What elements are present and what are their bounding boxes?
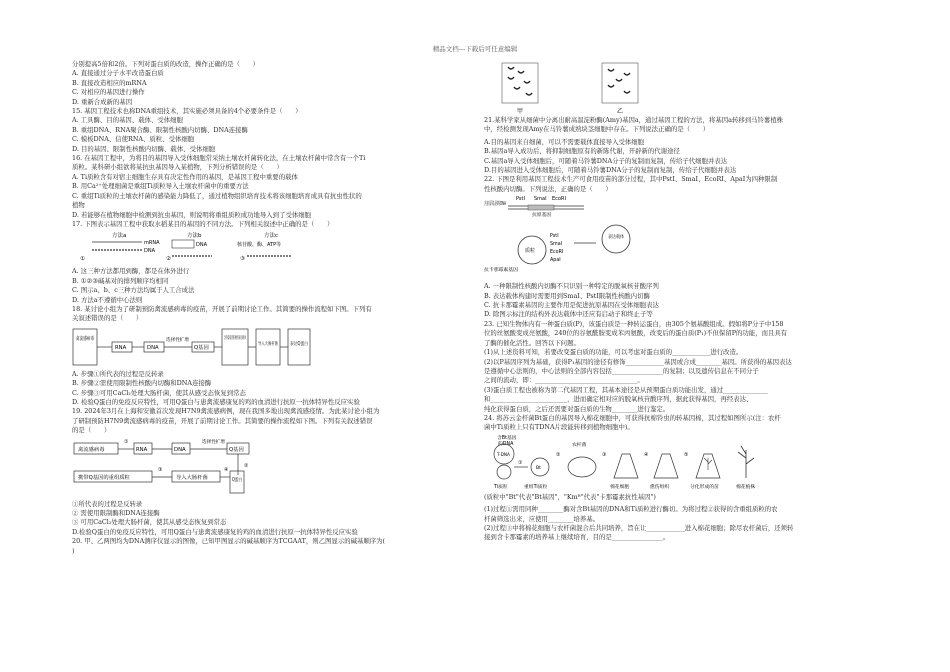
fig24-s4: ④ <box>644 451 649 458</box>
text-line: C.基因a导入受体细胞后，可随着马铃薯DNA分子的复制而复制，传给子代细胞并表达 <box>484 156 728 165</box>
fig18-dna: DNA <box>147 344 159 351</box>
fig17-step2: ② <box>166 256 171 263</box>
left-column <box>72 60 474 556</box>
text-line: A. 一种限制性核酸内切酶不只识别一种特定的脱氧核苷酸序列 <box>484 282 659 291</box>
text-line: C. 模板DNA、信使RNA、质粒、受体细胞 <box>72 135 195 144</box>
text-line: ①所代表的过程是反转录 <box>72 499 143 508</box>
fig17-method-a: 方法a <box>112 233 127 240</box>
fig18-ecoli: 导入大肠杆菌 <box>258 341 287 347</box>
text-line: D. 目的基因、限制性核酸内切酶、载体、受体细胞 <box>72 144 216 153</box>
left-text-block-top <box>72 60 474 229</box>
text-line: 23. 已知生物体内有一种蛋白质(P)，该蛋白质是一种转运蛋白，由305个氨基酸组成。假如将P分子中158 <box>484 319 784 328</box>
text-line: (1)过程①需用同种________酶对含Bt基因的DNA和Ti质粒进行酶切。为将过程②获得的含重组质粒的农 <box>484 505 778 514</box>
text-line: 了研制预防H7N9禽流感病毒的疫苗，开展了前期讨论工作。其简要的操作流程如下图。下列有关叙述错误 <box>72 416 373 425</box>
text-line: 18. 某讨论小组为了研制预防禽流感病毒的疫苗，开展了前期讨论工作。其简要的操作流程如下图。下列有 <box>72 304 372 313</box>
text-line: (1)从上述资料可知，若要改变蛋白质的功能，可以考虑对蛋白质的____________进行改造。 <box>484 348 743 357</box>
fig17-reagents: 核苷酸、酶、ATP等 <box>237 242 282 249</box>
fig18-recombinant: 含有Q基因的重组表达载体 <box>224 335 279 341</box>
text-line: 中，经检测发现Amy在马铃薯成熟块茎细胞中存在。下列说法正确的是（ ） <box>484 125 710 134</box>
fig19-amp: 选择性扩增 <box>202 439 225 445</box>
text-line: 16. 在基因工程中，为将目的基因导入受体细胞常采纳土壤农杆菌转化法，在土壤农杆菌中常含有一个Ti <box>72 154 366 163</box>
right-text-block-d <box>484 505 886 543</box>
figure-24-transgenic-cotton <box>484 434 804 492</box>
text-line: ) <box>72 546 75 555</box>
fig22-pst-plasmid: PstⅠ <box>550 234 559 240</box>
text-line: 关叙述错误的是（ ） <box>72 314 143 323</box>
text-line: D. 方法a不遵循中心法则 <box>72 295 143 304</box>
text-line: A. 工具酶、目的基因、载体、受体细胞 <box>72 116 183 125</box>
text-line: D. 除图示标注的结构外表达载体中还应有启动子和终止子等 <box>484 310 653 319</box>
text-line: ② 需使用限制酶和DNA连接酶 <box>72 509 160 517</box>
text-line: 19. 2024年3月在上海和安徽首次发现H7N9禽流感病例，现在我国多地出现禽流感疫情。为此某讨论小组为 <box>72 407 380 416</box>
fig24-c1b: 的DNA <box>498 441 514 447</box>
text-line: 17. 下图表示基因工程中获取水稻某目的基因的不同方法。下列相关叙述中正确的是（ ） <box>72 219 334 228</box>
text-line: 的是（ ） <box>72 426 111 435</box>
figure-17-gene-methods <box>72 230 322 266</box>
fig22-apa: ApaⅠ <box>550 258 561 264</box>
text-line: A. 步骤①所代表的过程是反转录 <box>72 369 164 378</box>
text-line: ③ 可用CaCl₂处理大肠杆菌，使其从感受态恢复到常态 <box>72 518 227 527</box>
fig22-sma-top: SmaⅠ <box>534 196 547 203</box>
text-line: 21.某科学家从细菌中分离出耐高温淀粉酶(Amy)基因a，通过基因工程的方法，将基因a转移到马铃薯植株 <box>484 116 784 124</box>
fig19-step1: ① <box>124 438 129 445</box>
text-line: 质粒。某科研小组欲将某抗虫基因导入某植物，下列分析错误的是（ ） <box>72 163 283 172</box>
fig19-q-gene: Q基因 <box>229 446 244 453</box>
fig24-cotton2: 棉花植株 <box>736 484 756 490</box>
text-line: A. Ti质粒含有对宿主细胞生存具有决定性作用的基因，是基因工程中重要的载体 <box>72 172 298 181</box>
fig17-step3: ③ <box>240 256 245 263</box>
fig24-c2: 农杆菌 <box>572 442 587 448</box>
text-line: 了酶的催化活性。回答以下问题。 <box>484 338 580 347</box>
text-line: A. 这三种方法都用到酶，都是在体外进行 <box>72 267 190 276</box>
text-line: 纯化获得蛋白质，之后还需要对蛋白质的生物________进行鉴定。 <box>484 404 670 413</box>
text-line: B. 重组DNA、RNA聚合酶、限制性核酸内切酶、DNA连接酶 <box>72 125 248 134</box>
text-line: 植物 <box>72 201 85 210</box>
fig19-step2: ② <box>244 462 249 469</box>
fig22-pst-top: PstⅠ <box>516 196 525 203</box>
fig18-rna: RNA <box>115 344 127 351</box>
fig17-mrna: mRNA <box>144 240 160 247</box>
text-line: A. 直接通过分子水平改造蛋白质 <box>72 69 164 78</box>
text-line: 杆菌筛选出来，应使用________培养基。 <box>484 514 600 523</box>
fig24-callus: 愈伤组织 <box>650 484 670 490</box>
text-line: D.检验Q蛋白的免疫反应特性，可用Q蛋白与患禽流感康复的鸡的血清进行抗原一抗体特异性反应实验 <box>72 527 358 536</box>
figure-20-gel-images <box>484 61 684 115</box>
fig24-seedling: 分化形成的苗 <box>690 484 719 490</box>
text-line: C. 步骤③可用CaCl₂处理大肠杆菌，使其从感受态恢复到常态 <box>72 388 246 397</box>
fig18-q-gene: Q基因 <box>194 344 209 351</box>
gel-jia-label: 甲 <box>517 108 524 115</box>
text-line: (2)过程③中将棉花细胞与农杆菌混合后共同培养，旨在让____________进入棉花细胞；除尽农杆菌后，还须转 <box>484 523 794 532</box>
text-line: 22. 下图是利用基因工程技术生产可食用疫苗的部分过程，其中PstⅠ、SmaⅠ、EcoRⅠ、ApaⅠ为四种限制 <box>484 175 778 184</box>
text-line: B. 步骤②需使用限制性核酸内切酶和DNA连接酶 <box>72 379 212 388</box>
fig24-s5: ⑤ <box>684 451 689 458</box>
text-line: D. 若能够在植物细胞中检测到抗虫基因，则说明将重组质粒成功地导入到了受体细胞 <box>72 210 312 219</box>
fig24-note: (质粒中"Bt"代表"Bt基因"，"Kmᴿ"代表"卡那霉素抗性基因") <box>484 492 656 501</box>
fig22-sma-plasmid: SmaⅠ <box>550 242 563 248</box>
fig19-rna: RNA <box>136 446 148 453</box>
right-text-block-b <box>484 138 886 194</box>
fig22-dna-label: 含抗原基因的DNA <box>484 201 526 208</box>
fig18-express: 表达Q蛋白 <box>290 341 313 347</box>
text-line: 性核酸内切酶。下列说法，正确的是（ ） <box>484 184 612 193</box>
left-text-block-bottom2 <box>72 500 474 556</box>
fig19-virus: 禽流感病毒 <box>78 446 105 453</box>
text-line: A.目的基因来自细菌，可以不需要载体直接导入受体细胞 <box>484 137 645 146</box>
fig18-virus: 禽流感病毒 <box>76 335 103 342</box>
fig17-step1: ① <box>80 256 85 263</box>
fig22-plasmid: 质粒 <box>525 248 536 255</box>
text-line: (3)蛋白质工程也被称为第二代基因工程，其基本途径是从预期蛋白质功能出发，通过______________ <box>484 385 768 394</box>
fig17-dna: DNA <box>144 248 156 255</box>
fig22-kan: 抗卡那霉素基因 <box>484 268 518 274</box>
right-text-block-a <box>484 116 886 135</box>
fig24-s3: ③ <box>602 451 607 458</box>
gel-yi-label: 乙 <box>617 108 624 115</box>
text-line: 分别提高5倍和2倍。下列对蛋白质的改造，操作正确的是（ ） <box>72 60 260 68</box>
fig19-q-protein: Q蛋白 <box>232 477 246 483</box>
fig17-dna-b: DNA <box>196 242 208 249</box>
fig24-recomb: 重组Ti质粒 <box>524 484 548 490</box>
fig19-dna: DNA <box>174 446 186 453</box>
fig19-step4: ④ <box>224 466 229 473</box>
fig24-tdna: T-DNA <box>497 451 510 457</box>
text-line: 菌中Ti质粒上只有TDNA片段能转移到植物细胞中)。 <box>484 423 634 432</box>
fig24-cotton: 棉花细胞 <box>610 484 630 490</box>
text-line: 20. 甲、乙两图均为DNA测序仪显示的图像，已知甲图显示的碱基顺序为TCGAAT，则乙图显示的碱基顺序为( <box>72 537 386 546</box>
text-line: B. ①②③碱基对的排列顺序均相同 <box>72 276 169 285</box>
fig24-s2: ② <box>556 451 561 458</box>
text-line: C. 抗卡那霉素基因的主要作用是促进抗原基因在受体细胞表达 <box>484 301 659 310</box>
fig17-method-c: 方法c <box>264 233 279 240</box>
text-line: 是遵循中心法则的，中心法则的全部内容包括________________的复制；以及遗传信息在不同分子 <box>484 366 759 375</box>
text-line: B. 用Ca²⁺处理细菌是重组Ti质粒导入土壤农杆菌中的重要方法 <box>72 182 249 191</box>
text-line: 接到含卡那霉素的培养基上继续培育，目的是________________。 <box>484 533 670 542</box>
text-line: 位的丝氨酸变成亮氨酸，240位的谷氨酰胺变成苯丙氨酸，改变后的蛋白质(P₁)不但保留P的功能，而且具有 <box>484 329 788 338</box>
fig22-ecor-top: EcoRⅠ <box>552 196 566 203</box>
text-line: 和________________________，进而确定相对应的脱氧核苷酸序列，据此获得基因，再经表达、 <box>484 395 753 404</box>
fig19-ecoli: 导入大肠杆菌 <box>176 474 208 481</box>
text-line: 15. 基因工程技术也称DNA重组技术，其实施必须具备的4个必要条件是（ ） <box>72 107 302 116</box>
text-line: B.基因a导入成功后，将抑制细胞原有的新陈代谢，开辟新的代谢途径 <box>484 147 680 156</box>
page-header: 精品文档---下载后可任意编辑 <box>432 45 518 53</box>
fig18-amp: 选择性扩增 <box>166 337 189 343</box>
fig19-carrier: 携带Q基因的重组质粒 <box>78 474 130 481</box>
text-line: 24. 将苏云金杆菌Bt蛋白的基因导入棉花细胞中，可获得抗棉铃虫的转基因棉，其过程如图所示(注：农杆 <box>484 413 781 422</box>
text-line: C. 重组Ti质粒的土壤农杆菌的感染能力降低了，通过植物组织培育技术将该细胞培育成具有抗虫性状的 <box>72 191 362 200</box>
fig22-ecor-plasmid: EcoRⅠ <box>550 250 564 256</box>
text-line: C. 图示a、b、c三种方法均属于人工合成法 <box>72 286 195 295</box>
text-line: B. 直接改造相应的mRNA <box>72 78 147 87</box>
fig24-bt: Bt <box>536 465 541 471</box>
text-line: C. 对相应的基因进行操作 <box>72 88 145 97</box>
left-text-block-bottom1 <box>72 370 474 436</box>
left-text-block-mid <box>72 267 474 323</box>
fig22-carrier: 表达载体 <box>608 235 628 241</box>
right-text-block-c <box>484 282 886 433</box>
right-column <box>484 60 886 543</box>
text-line: 之间的流动，即：________________________________。 <box>484 376 644 385</box>
text-line: D.目的基因进入受体细胞后，可随着马铃薯DNA分子的复制而复制，传给子代细胞并表达 <box>484 166 737 175</box>
figure-22-vaccine-vector <box>484 195 704 281</box>
text-line: D. 检验Q蛋白的免疫反应特性，可用Q蛋白与患禽流感康复的鸡的血清进行抗原一抗体特异性反应实验 <box>72 397 360 406</box>
fig24-c1a: 含Bt基因 <box>497 435 517 441</box>
fig19-step3: ③ <box>158 466 163 473</box>
text-line: B. 表达载体构建时需要用到SmaⅠ、PstⅠ限制性核酸内切酶 <box>484 291 650 300</box>
figure-18-flowchart <box>72 325 322 369</box>
fig24-ti: Ti质粒 <box>494 484 508 490</box>
text-line: D. 重新合成新的基因 <box>72 97 133 106</box>
figure-19-flowchart <box>72 437 332 499</box>
fig24-s1: ① <box>518 459 523 466</box>
fig22-antigen: 抗原基因 <box>532 213 552 219</box>
fig17-method-b: 方法b <box>187 233 202 240</box>
text-line: (2)以P基因序列为基础，获得P₁基因的途径有修饰____________基因或合成________基因。所获得的基因表达 <box>484 357 792 366</box>
